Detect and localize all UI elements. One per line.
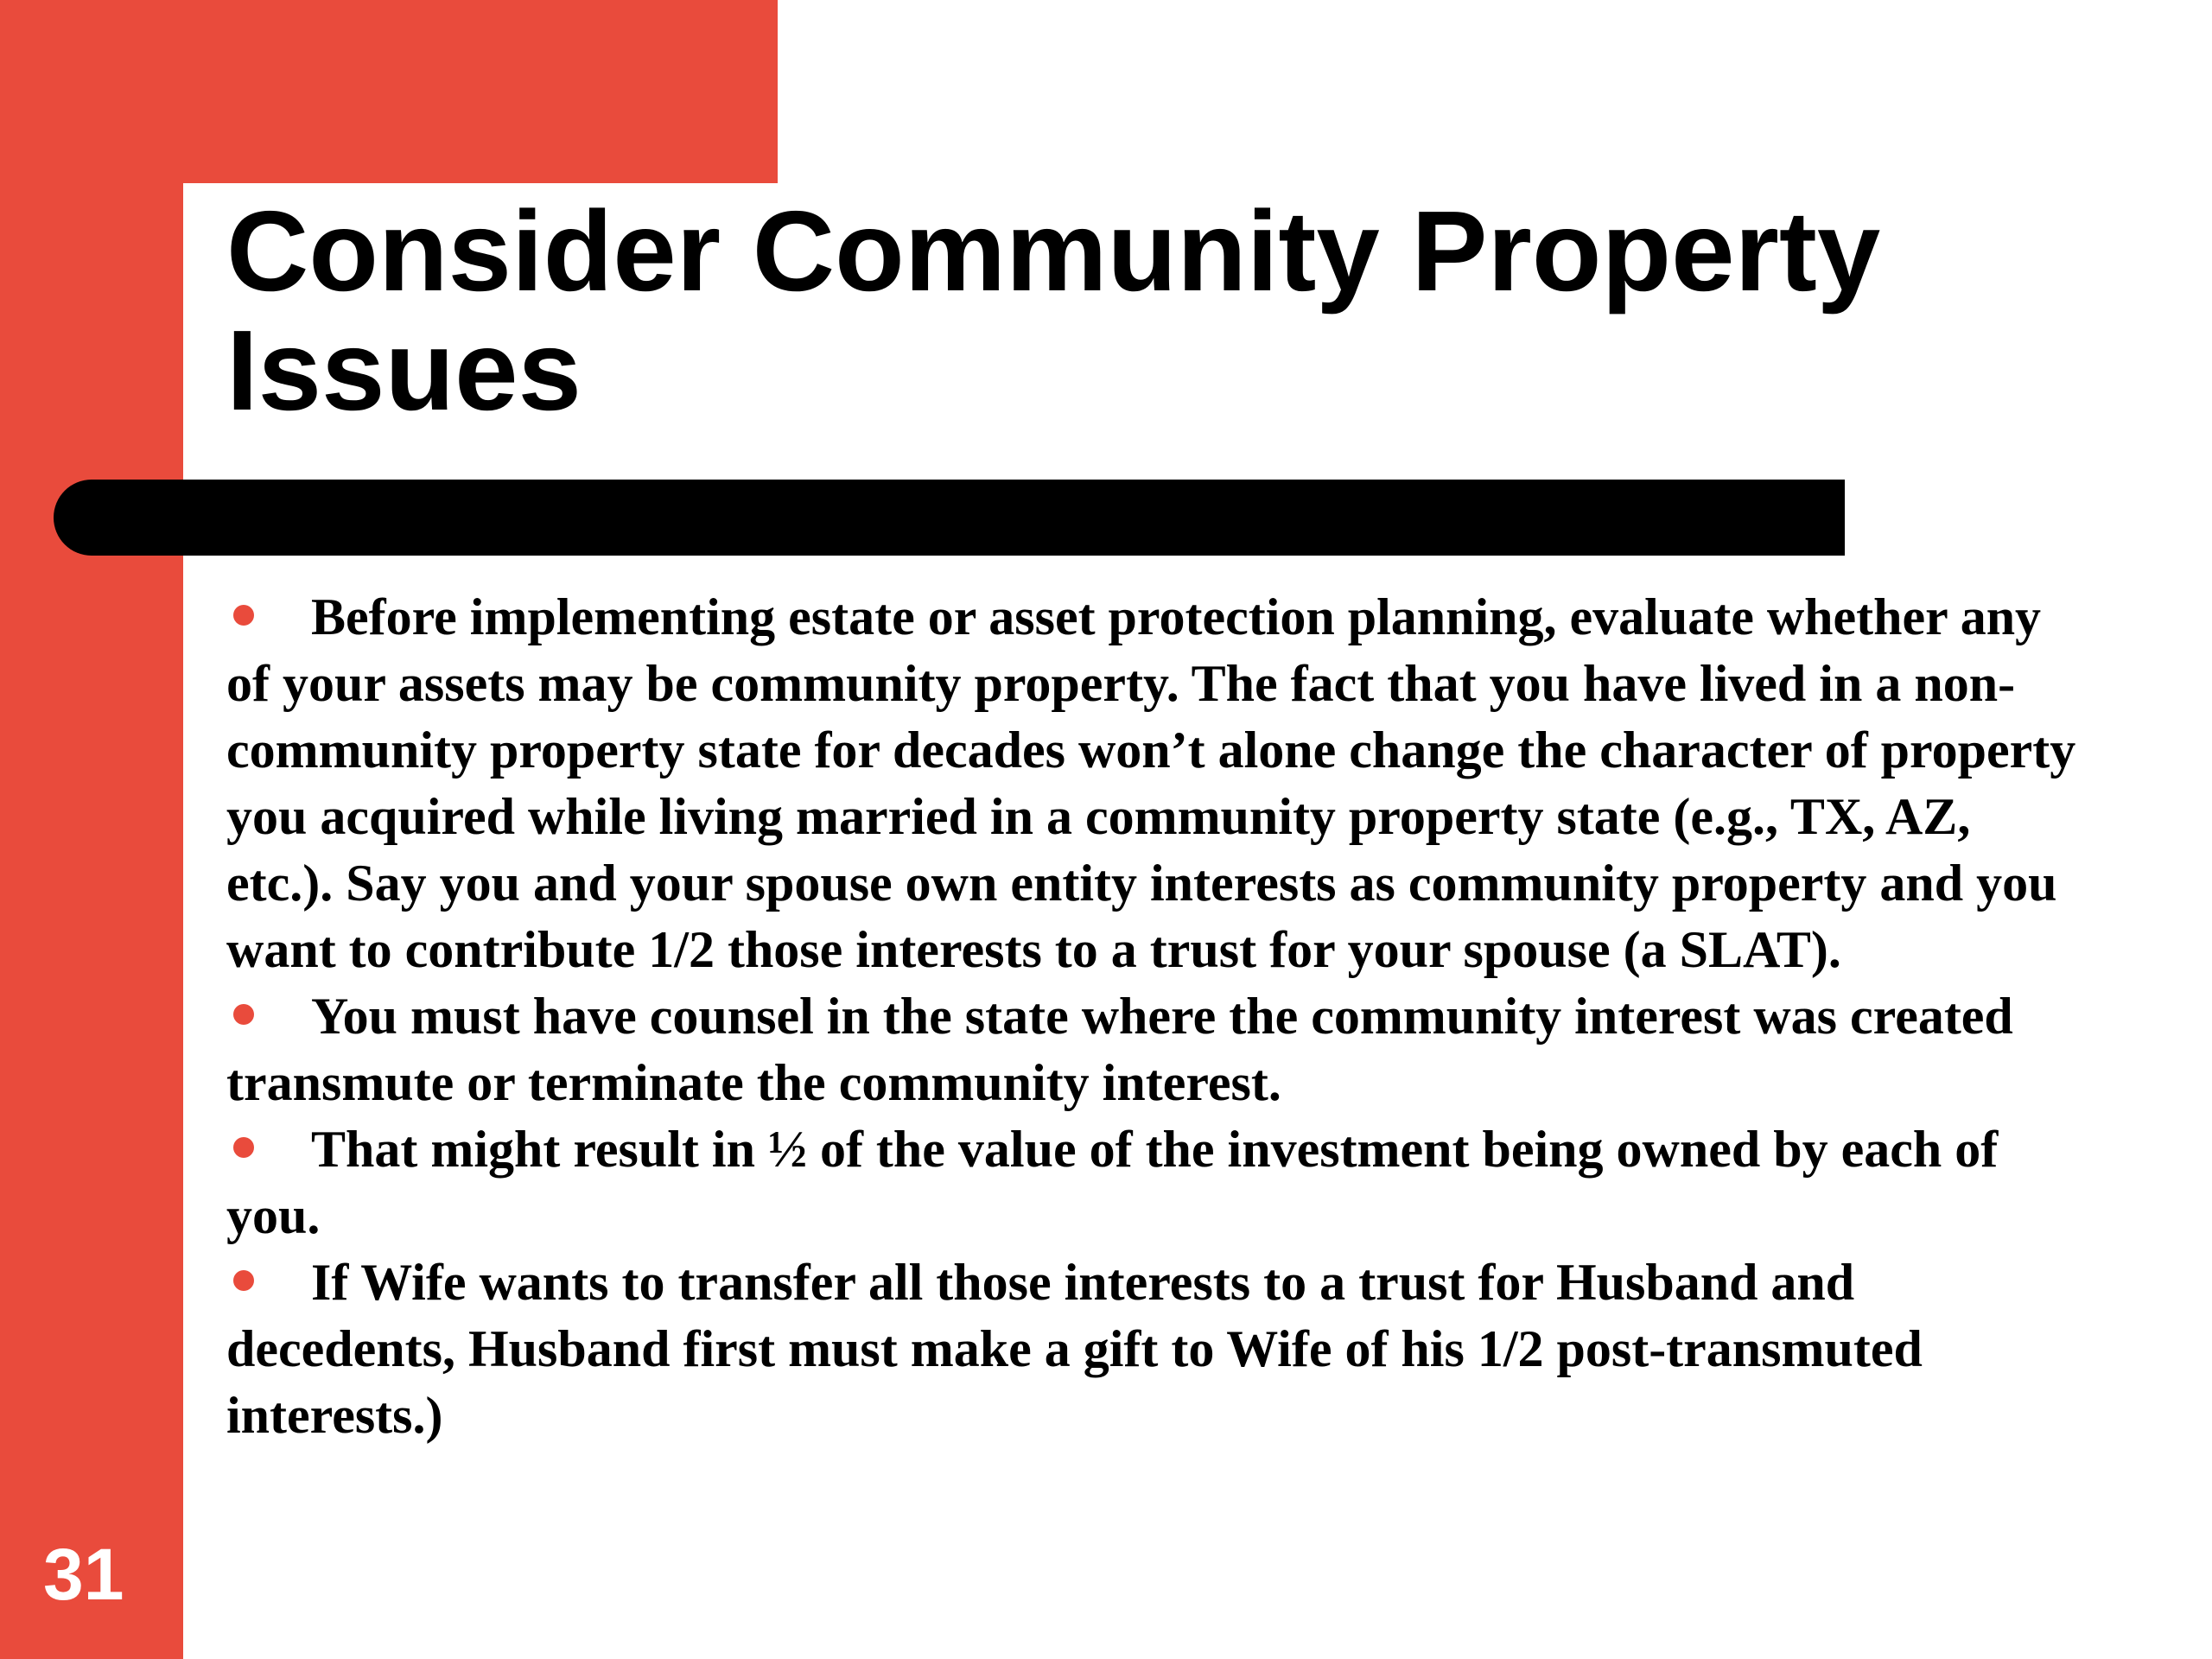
bullet-text: If Wife wants to transfer all those interests to a trust for Husband and decedents, Husband first must make a gift to Wife of his 1/2 post-transmuted interests.) <box>226 1254 1923 1444</box>
bullet-item <box>226 584 2084 983</box>
slide-number: 31 <box>43 1534 124 1615</box>
bullet-text: You must have counsel in the state where the community interest was created transmute or terminate the community interest. <box>226 988 2013 1111</box>
accent-header-block <box>0 0 778 183</box>
accent-sidebar <box>0 0 183 1659</box>
bullet-list <box>226 584 2084 1449</box>
bullet-text: Before implementing estate or asset protection planning, evaluate whether any of your assets may be community property. The fact that you have lived in a non-community property state for decades won’t alone change the character of property you acquired while living married in a community property state (e.g., TX, AZ, etc.). Say you and your spouse own entity interests as community property and you want to contribute 1/2 those interests to a trust for your spouse (a SLAT). <box>226 588 2076 978</box>
bullet-item <box>226 1116 2084 1249</box>
bullet-icon <box>233 1004 254 1025</box>
bullet-item <box>226 1249 2084 1449</box>
bullet-item <box>226 983 2084 1116</box>
bullet-text: That might result in ½ of the value of the investment being owned by each of you. <box>226 1121 1999 1244</box>
title-divider-bar <box>54 480 1845 556</box>
bullet-icon <box>233 1270 254 1291</box>
bullet-icon <box>233 1137 254 1158</box>
bullet-icon <box>233 605 254 626</box>
slide-title: Consider Community Property Issues <box>226 188 1881 434</box>
